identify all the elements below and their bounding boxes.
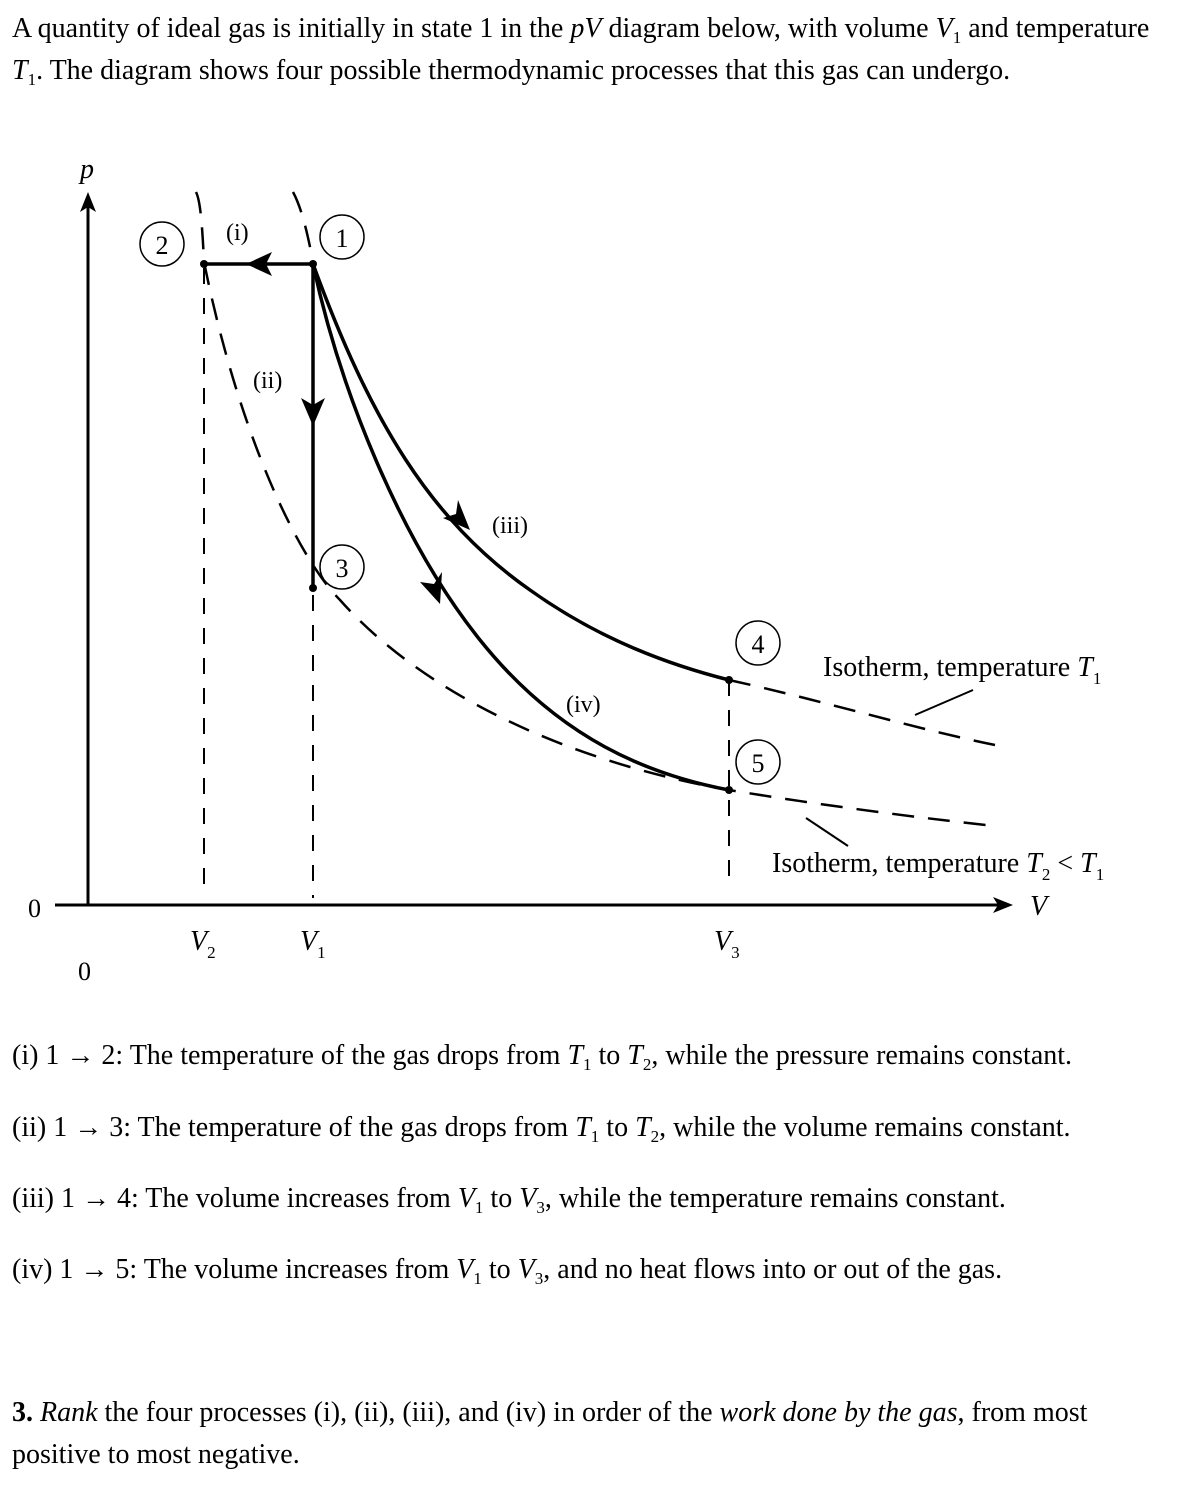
process-iv-arrow bbox=[420, 572, 442, 604]
tick-v2: $V_2$ bbox=[190, 926, 216, 962]
label-process-iii: (iii) bbox=[492, 513, 528, 539]
process-description-ii: (ii) 1 → 3: The temperature of the gas drops from $T_1$ to $T_2$, while the volume remains constant. bbox=[12, 1112, 1071, 1146]
origin-label-y: 0 bbox=[28, 894, 41, 923]
isotherm-t2-label: Isotherm, temperature $T_2 < T_1$ bbox=[772, 848, 1105, 884]
point-state-4 bbox=[725, 676, 733, 684]
point-state-1 bbox=[309, 260, 317, 268]
pv-diagram bbox=[0, 150, 1190, 1000]
state-2-badge bbox=[140, 222, 184, 266]
intro-paragraph: A quantity of ideal gas is initially in state 1 in the pV diagram below, with volume $V_1$ and temperature $T_1$. The diagram shows four possible thermodynamic processes that this gas can undergo. bbox=[12, 13, 1150, 89]
label-process-ii: (ii) bbox=[253, 368, 283, 394]
isotherm-t2-pointer bbox=[806, 818, 848, 846]
state-4-badge bbox=[736, 621, 780, 665]
point-state-2 bbox=[200, 260, 208, 268]
tick-v3: $V_3$ bbox=[714, 926, 740, 962]
label-process-iv: (iv) bbox=[566, 692, 601, 718]
question-3: 3. Rank the four processes (i), (ii), (iii), and (iv) in order of the work done by the gas, from most positive to most negative. bbox=[12, 1397, 1088, 1470]
state-1-badge bbox=[320, 215, 364, 259]
svg-text:3: 3 bbox=[335, 554, 349, 583]
point-state-5 bbox=[725, 786, 733, 794]
isotherm-t1-pointer bbox=[915, 690, 973, 715]
point-state-3 bbox=[309, 584, 317, 592]
isotherm-t2-curve bbox=[196, 192, 995, 826]
v-axis-label: V bbox=[1030, 891, 1048, 922]
process-iii-curve bbox=[313, 264, 729, 680]
process-description-iv: (iv) 1 → 5: The volume increases from $V_1$ to $V_3$, and no heat flows into or out of the gas. bbox=[12, 1254, 1003, 1288]
origin-label-x: 0 bbox=[78, 957, 91, 986]
process-description-i: (i) 1 → 2: The temperature of the gas drops from $T_1$ to $T_2$, while the pressure remains constant. bbox=[12, 1040, 1073, 1074]
state-3-badge bbox=[320, 545, 364, 589]
p-axis-label: p bbox=[80, 154, 94, 185]
svg-text:2: 2 bbox=[155, 231, 169, 260]
svg-text:1: 1 bbox=[335, 224, 349, 253]
process-description-iii: (iii) 1 → 4: The volume increases from $V_1$ to $V_3$, while the temperature remains constant. bbox=[12, 1183, 1006, 1217]
svg-text:5: 5 bbox=[751, 749, 765, 778]
state-5-badge bbox=[736, 740, 780, 784]
isotherm-t1-label: Isotherm, temperature $T_1$ bbox=[823, 652, 1102, 688]
label-process-i: (i) bbox=[226, 220, 249, 246]
svg-text:4: 4 bbox=[751, 630, 765, 659]
tick-v1: $V_1$ bbox=[300, 926, 326, 962]
